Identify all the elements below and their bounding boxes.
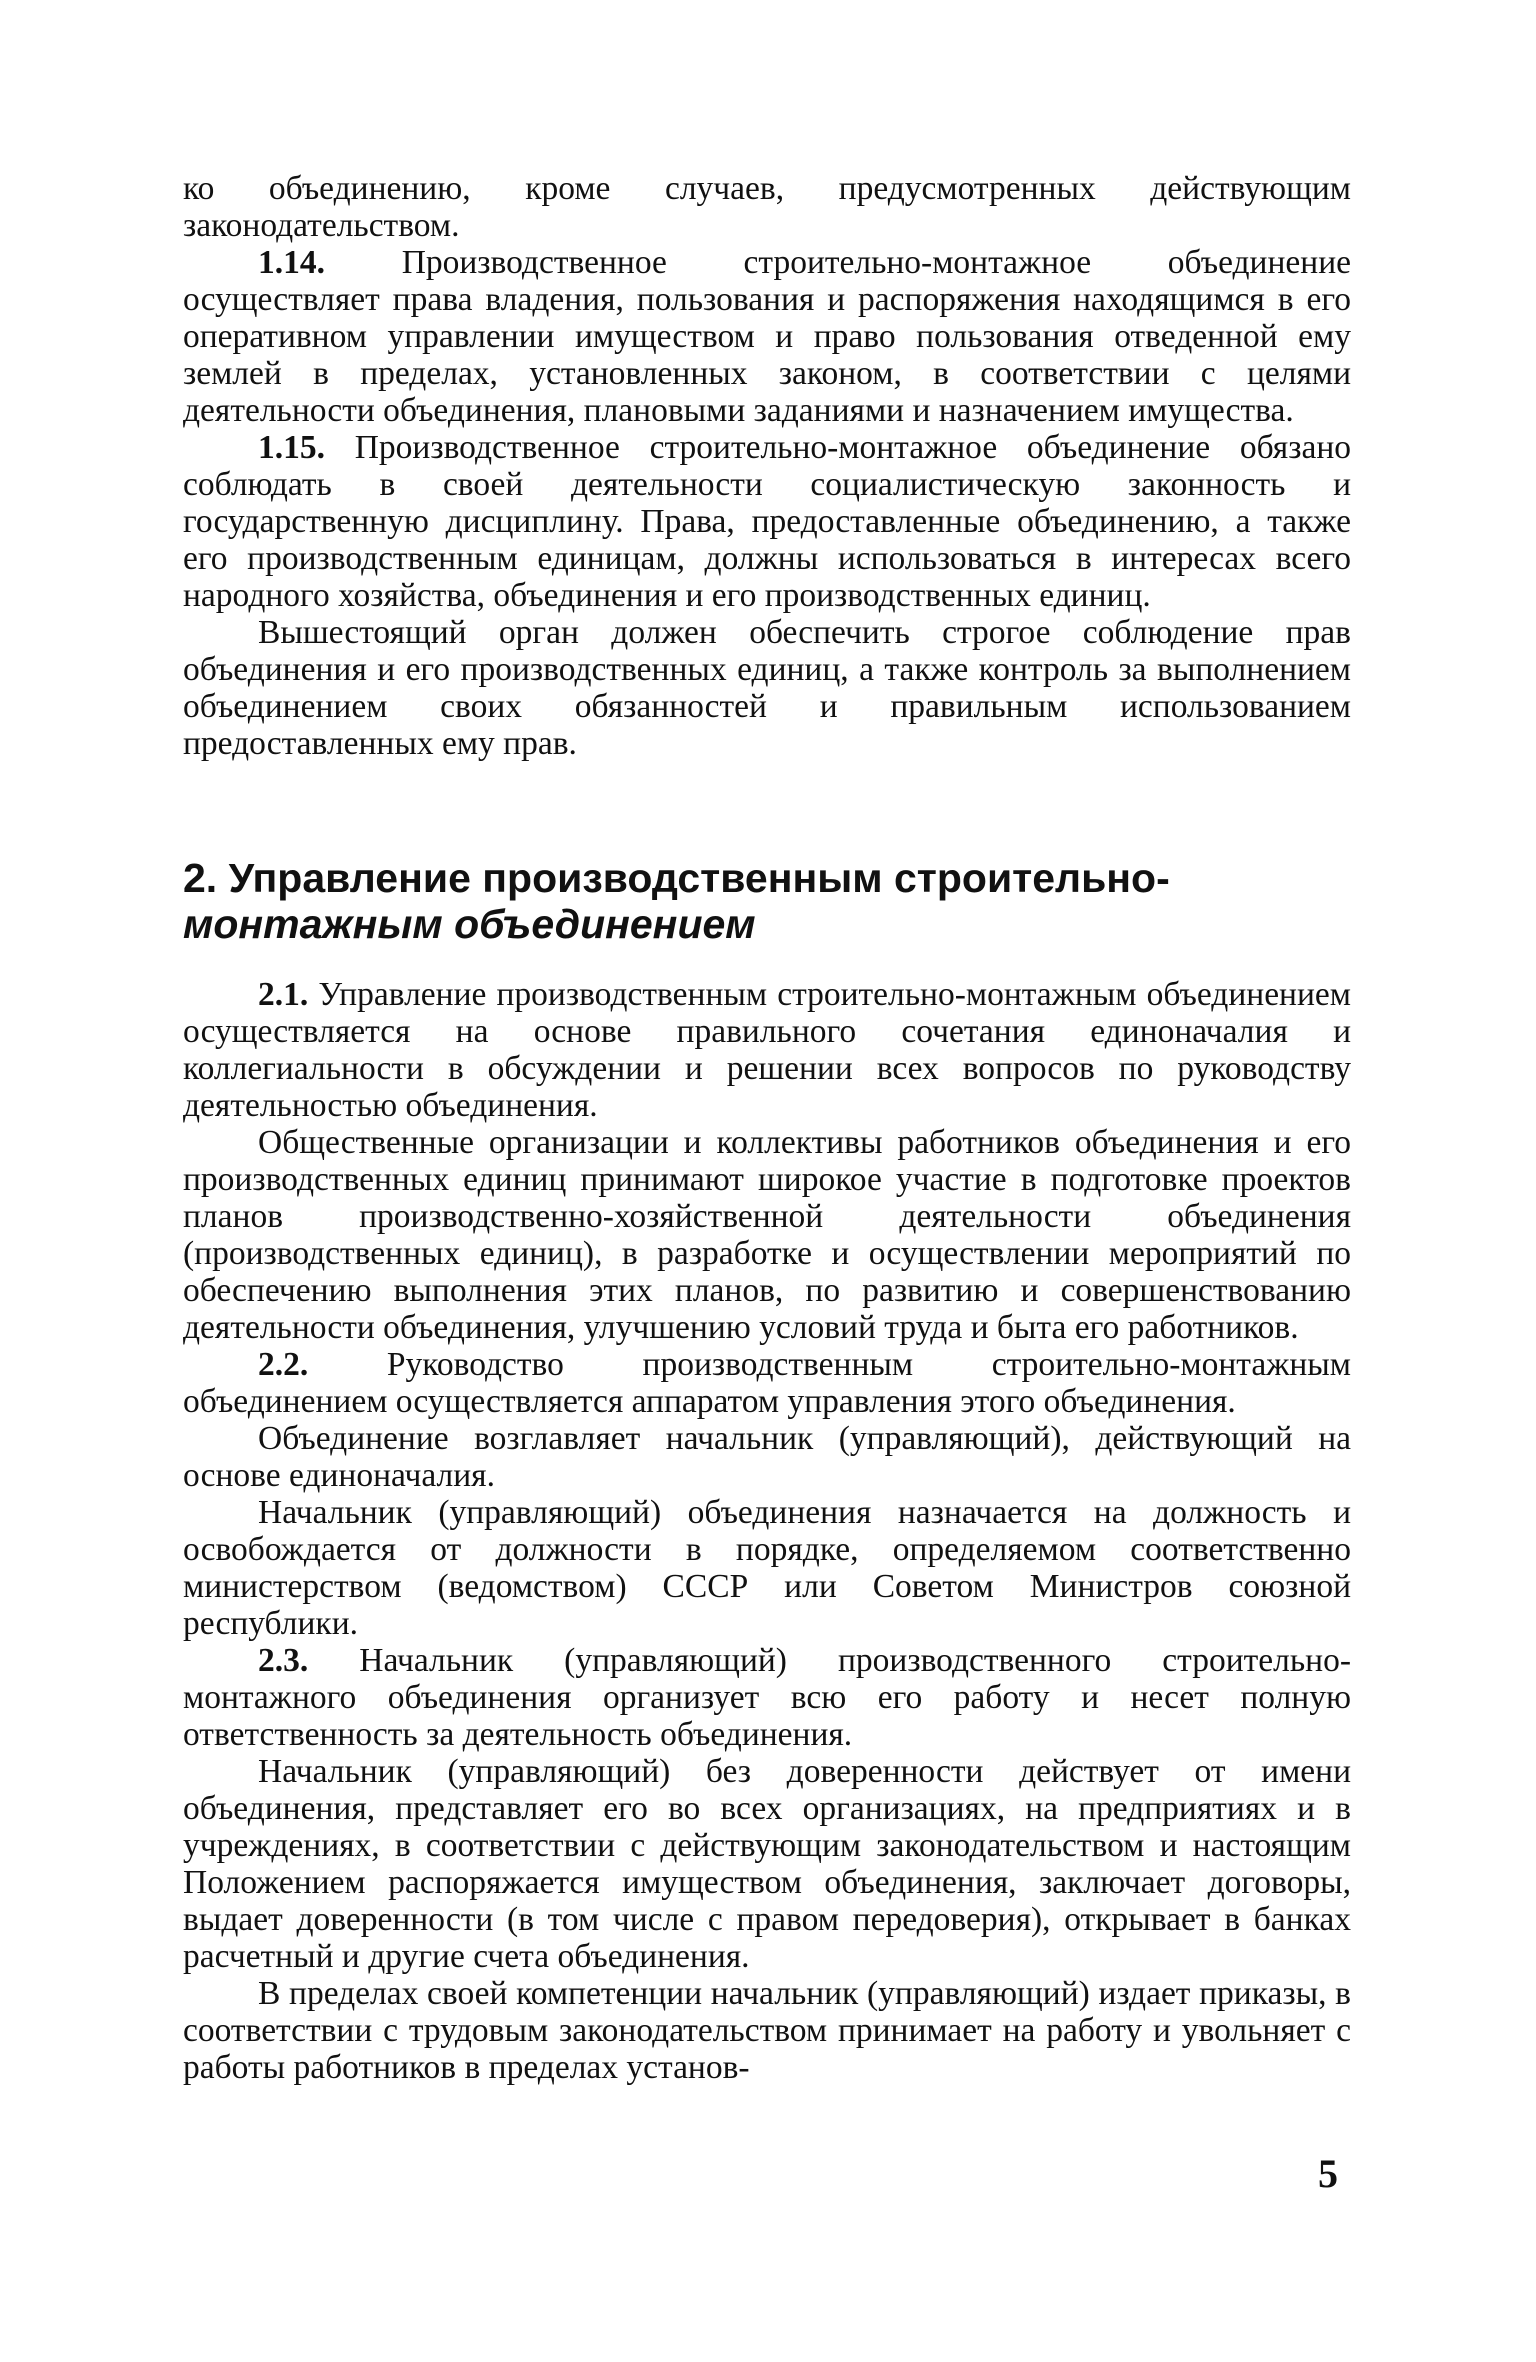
paragraph-text: Производственное строительно-монтажное объединение обязано соблюдать в своей деятельности социалистическую законность и государственную дисциплину. Права, предоставленные объединению, а также его производственным единицам, должны использоваться в интересах всего народного хозяйства, объединения и его производственных единиц. xyxy=(183,429,1351,614)
paragraph-continuation: ко объединению, кроме случаев, предусмотренных действующим законодательством. xyxy=(183,170,1351,244)
paragraph-text: Производственное строительно-монтажное объединение осуществляет права владения, пользования и распоряжения находящимся в его оперативном управлении имуществом и право пользования отведенной ему землей в пределах, установленных законом, в соответствии с целями деятельности объединения, плановыми заданиями и назначением имущества. xyxy=(183,244,1351,429)
section-heading-line-1: 2. Управление производственным строительно- xyxy=(183,855,1170,901)
paragraph-orders: В пределах своей компетенции начальник (управляющий) издает приказы, в соответствии с трудовым законодательством принимает на работу и увольняет с работы работников в пределах установ- xyxy=(183,1975,1351,2086)
paragraph-text: Руководство производственным строительно-монтажным объединением осуществляется аппаратом управления этого объединения. xyxy=(183,1346,1351,1420)
paragraph-superior-body: Вышестоящий орган должен обеспечить строгое соблюдение прав объединения и его производственных единиц, а также контроль за выполнением объединением своих обязанностей и правильным использованием предоставленных ему прав. xyxy=(183,614,1351,762)
paragraph-head-of-association: Объединение возглавляет начальник (управляющий), действующий на основе единоначалия. xyxy=(183,1420,1351,1494)
body-text-block xyxy=(183,976,1351,2086)
paragraph-1-14 xyxy=(183,244,1351,429)
paragraph-appointment: Начальник (управляющий) объединения назначается на должность и освобождается от должности в порядке, определяемом соответственно министерством (ведомством) СССР или Советом Министров союзной республики. xyxy=(183,1494,1351,1642)
paragraph-1-15 xyxy=(183,429,1351,614)
paragraph-public-organizations: Общественные организации и коллективы работников объединения и его производственных единиц принимают широкое участие в подготовке проектов планов производственно-хозяйственной деятельности объединения (производственных единиц), в разработке и осуществлении мероприятий по обеспечению выполнения этих планов, по развитию и совершенствованию деятельности объединения, улучшению условий труда и быта его работников. xyxy=(183,1124,1351,1346)
section-heading-line-2: монтажным объединением xyxy=(183,901,756,947)
clause-number: 2.1. xyxy=(258,976,309,1013)
paragraph-text: Управление производственным строительно-монтажным объединением осуществляется на основе правильного сочетания единоначалия и коллегиальности в обсуждении и решении всех вопросов по руководству деятельностью объединения. xyxy=(183,976,1351,1124)
clause-number: 1.14. xyxy=(258,244,325,281)
clause-number: 2.2. xyxy=(258,1346,309,1383)
section-heading xyxy=(183,855,1351,947)
paragraph-2-1 xyxy=(183,976,1351,1124)
page-number: 5 xyxy=(1318,2151,1338,2196)
clause-number: 2.3. xyxy=(258,1642,309,1679)
paragraph-2-3 xyxy=(183,1642,1351,1753)
top-text-block xyxy=(183,170,1351,762)
paragraph-2-2 xyxy=(183,1346,1351,1420)
paragraph-powers: Начальник (управляющий) без доверенности действует от имени объединения, представляет его во всех организациях, на предприятиях и в учреждениях, в соответствии с действующим законодательством и настоящим Положением распоряжается имуществом объединения, заключает договоры, выдает доверенности (в том числе с правом передоверия), открывает в банках расчетный и другие счета объединения. xyxy=(183,1753,1351,1975)
paragraph-text: Начальник (управляющий) производственного строительно-монтажного объединения организует всю его работу и несет полную ответственность за деятельность объединения. xyxy=(183,1642,1351,1753)
clause-number: 1.15. xyxy=(258,429,325,466)
